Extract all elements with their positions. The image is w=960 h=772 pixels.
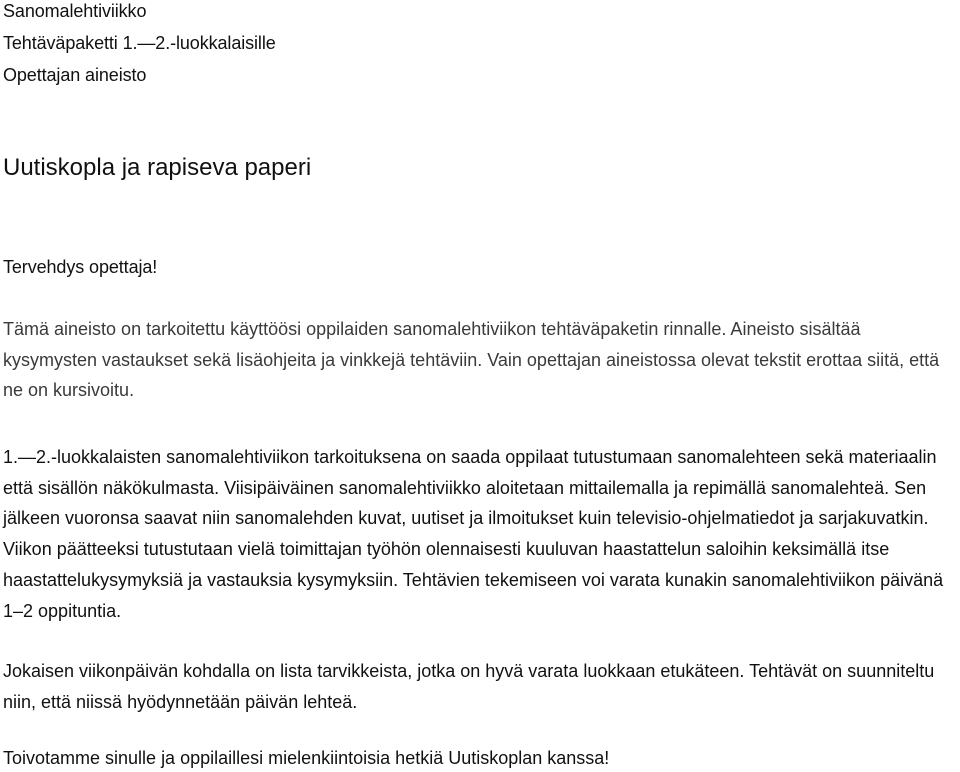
intro-paragraph: [3, 314, 958, 406]
closing-paragraph: [3, 747, 958, 769]
weekday-paragraph: [3, 656, 958, 718]
intro-paragraph-text: Tämä aineisto on tarkoitettu käyttöösi oppilaiden sanomalehtiviikon tehtäväpaketin rinnalle. Aineisto sisältää kysymysten vastaukset sekä lisäohjeita ja vinkkejä tehtäviin. Vain opettajan aineistossa olevat tekstit erottaa siitä, että ne on kursivoitu.: [3, 319, 940, 400]
header-package-name: Tehtäväpaketti 1.—2.-luokkalaisille: [3, 33, 276, 53]
header-material-type: Opettajan aineisto: [3, 65, 147, 85]
document-title: Uutiskopla ja rapiseva paperi: [3, 154, 312, 181]
purpose-paragraph-text: 1.—2.-luokkalaisten sanomalehtiviikon tarkoituksena on saada oppilaat tutustumaan sanomalehteen sekä materiaalin että sisällön näkökulmasta. Viisipäiväinen sanomalehtiviikko aloitetaan mittailemalla ja repimällä sanomalehteä. Sen jälkeen vuoronsa saavat niin sanomalehden kuvat, uutiset ja ilmoitukset kuin televisio-ohjelmatiedot ja sarjakuvatkin. Viikon päätteeksi tutustutaan vielä toimittajan työhön olennaisesti kuuluvan haastattelun saloihin keksimällä itse haastattelukysymyksiä ja vastauksia kysymyksiin. Tehtävien tekemiseen voi varata kunakin sanomalehtiviikon päivänä 1–2 oppituntia.: [3, 447, 944, 621]
weekday-paragraph-text: Jokaisen viikonpäivän kohdalla on lista tarvikkeista, jotka on hyvä varata luokkaan etukäteen. Tehtävät on suunniteltu niin, että niissä hyödynnetään päivän lehteä.: [3, 661, 935, 712]
closing-paragraph-text: Toivotamme sinulle ja oppilaillesi mielenkiintoisia hetkiä Uutiskoplan kanssa!: [3, 748, 610, 768]
header-series-name: Sanomalehtiviikko: [3, 1, 147, 21]
greeting: Tervehdys opettaja!: [3, 257, 158, 277]
purpose-paragraph: [3, 442, 958, 626]
